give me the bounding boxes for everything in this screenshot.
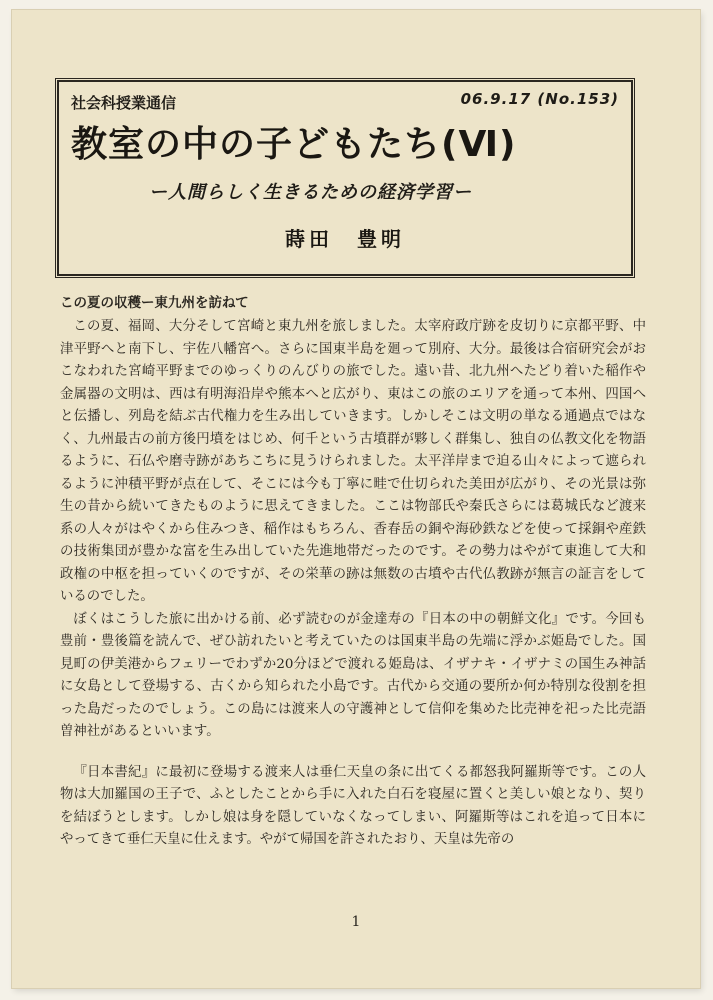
page-title: 教室の中の子どもたち(Ⅵ) [71,124,517,165]
issue-label: 06.9.17 (No.153) [460,90,619,108]
series-label: 社会科授業通信 [71,94,177,112]
paper-page [12,10,700,988]
article-body [60,292,646,852]
paragraph-1: この夏、福岡、大分そして宮崎と東九州を旅しました。太宰府政庁跡を皮切りに京都平野、中津平野へと南下し、宇佐八幡宮へ。さらに国東半島を廻って別府、大分。最後は合宿研究会がおこなわれた宮崎平野までのゆっくりのんびりの旅でした。遠い昔、北九州へたどり着いた稲作や金属器の文明は、西は有明海沿岸や熊本へと広がり、東はこの旅のエリアを通って本州、四国へと伝播し、列島を結ぶ古代権力を生み出していきます。しかしそこは文明の単なる通過点ではなく、九州最古の前方後円墳をはじめ、何千という古墳群が夥しく群集し、独自の仏教文化を物語るように、石仏や磨寺跡があちこちに見うけられました。太平洋岸まで迫る山々によって遮られるように沖積平野が点在して、そこには今も丁寧に畦で仕切られた美田が広がり、その光景は弥生の昔から続いてきたものように思えてきました。ここは物部氏や秦氏さらには葛城氏など渡来系の人々がはやくから住みつき、稲作はもちろん、香春岳の銅や海砂鉄などを使って採銅や産鉄の技術集団が豊かな富を生み出していた先進地帯だったのです。その勢力はやがて東進して大和政権の中枢を担っていくのですが、その栄華の跡は無数の古墳や古代仏教跡が無言の証言をしているのでした。 [60,319,646,604]
paragraph-gap [60,744,646,762]
paragraph-3: 『日本書紀』に最初に登場する渡来人は垂仁天皇の条に出てくる都怒我阿羅斯等です。この人物は大加羅国の王子で、ふとしたことから手に入れた白石を寝屋に置くと美しい娘となり、契りを結ぼうとします。しかし娘は身を隠していなくなってしまい、阿羅斯等はこれを追って日本にやってきて垂仁天皇に仕えます。やがて帰国を許されたおり、天皇は先帝の [60,764,646,847]
section-heading: この夏の収穫ー東九州を訪ねて [60,295,249,311]
header-box [57,80,633,276]
page-subtitle: ー人間らしく生きるための経済学習ー [149,182,472,203]
page-number: 1 [351,914,361,930]
author-name: 蒔田 豊明 [285,227,405,251]
paragraph-2: ぼくはこうした旅に出かける前、必ず読むのが金達寿の『日本の中の朝鮮文化』です。今回も豊前・豊後篇を読んで、ぜひ訪れたいと考えていたのは国東半島の先端に浮かぶ姫島でした。国見町の伊美港からフェリーでわずか20分ほどで渡れる姫島は、イザナキ・イザナミの国生み神話に女島として登場する、古くから知られた小島です。古代から交通の要所か何か特別な役割を担った島だったのでしょう。この島には渡来人の守護神として信仰を集めた比売神を祀った比売語曽神社があるといいます。 [60,611,646,739]
